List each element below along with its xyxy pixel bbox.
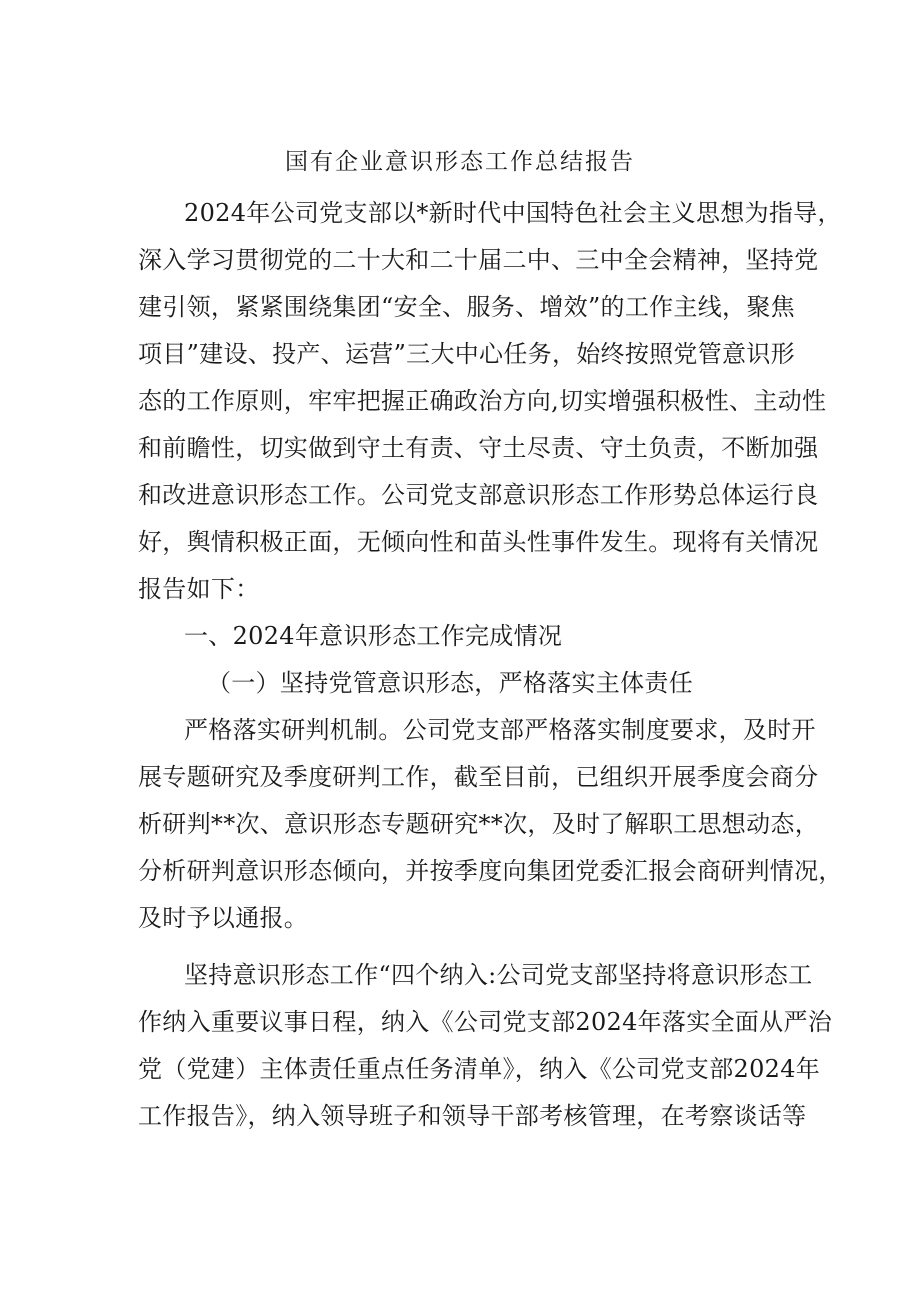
document-title: 国有企业意识形态工作总结报告 bbox=[285, 149, 635, 175]
paragraph-3-line-1: 坚持意识形态工作“四个纳入:公司党支部坚持将意识形态工 bbox=[184, 961, 813, 989]
subsection-heading-1: （一）坚持党管意识形态，严格落实主体责任 bbox=[207, 669, 693, 697]
paragraph-1-line-8: 好，舆情积极正面，无倾向性和苗头性事件发生。现将有关情况 bbox=[138, 528, 819, 556]
paragraph-2-line-3: 析研判**次、意识形态专题研究**次，及时了解职工思想动态， bbox=[138, 810, 819, 838]
paragraph-3-line-2: 作纳入重要议事日程，纳入《公司党支部2024年落实全面从严治 bbox=[138, 1008, 833, 1036]
paragraph-2-line-2: 展专题研究及季度研判工作，截至目前，已组织开展季度会商分 bbox=[138, 763, 819, 791]
paragraph-2-line-4: 分析研判意识形态倾向，并按季度向集团党委汇报会商研判情况， bbox=[138, 857, 843, 885]
paragraph-1-line-3: 建引领，紧紧围绕集团“安全、服务、增效”的工作主线，聚焦 bbox=[138, 293, 795, 321]
paragraph-3-line-4: 工作报告》，纳入领导班子和领导干部考核管理，在考察谈话等 bbox=[138, 1102, 807, 1130]
paragraph-2-line-1: 严格落实研判机制。公司党支部严格落实制度要求，及时开 bbox=[184, 716, 816, 744]
paragraph-1-line-9: 报告如下： bbox=[138, 575, 260, 603]
paragraph-1-line-4: 项目”建设、投产、运营”三大中心任务，始终按照党管意识形 bbox=[138, 340, 795, 368]
section-heading-1: 一、2024年意识形态工作完成情况 bbox=[184, 622, 563, 650]
paragraph-1-line-5: 态的工作原则，牢牢把握正确政治方向,切实增强积极性、主动性 bbox=[138, 387, 827, 415]
paragraph-2-line-5: 及时予以通报。 bbox=[138, 904, 309, 932]
paragraph-1-line-2: 深入学习贯彻党的二十大和二十届二中、三中全会精神，坚持党 bbox=[138, 246, 819, 274]
paragraph-1-line-6: 和前瞻性，切实做到守土有责、守土尽责、守土负责，不断加强 bbox=[138, 434, 819, 462]
paragraph-1-line-7: 和改进意识形态工作。公司党支部意识形态工作形势总体运行良 bbox=[138, 481, 819, 509]
paragraph-3-line-3: 党（党建）主体责任重点任务清单》，纳入《公司党支部2024年 bbox=[138, 1055, 821, 1083]
paragraph-1-line-1: 2024年公司党支部以*新时代中国特色社会主义思想为指导， bbox=[184, 199, 842, 227]
